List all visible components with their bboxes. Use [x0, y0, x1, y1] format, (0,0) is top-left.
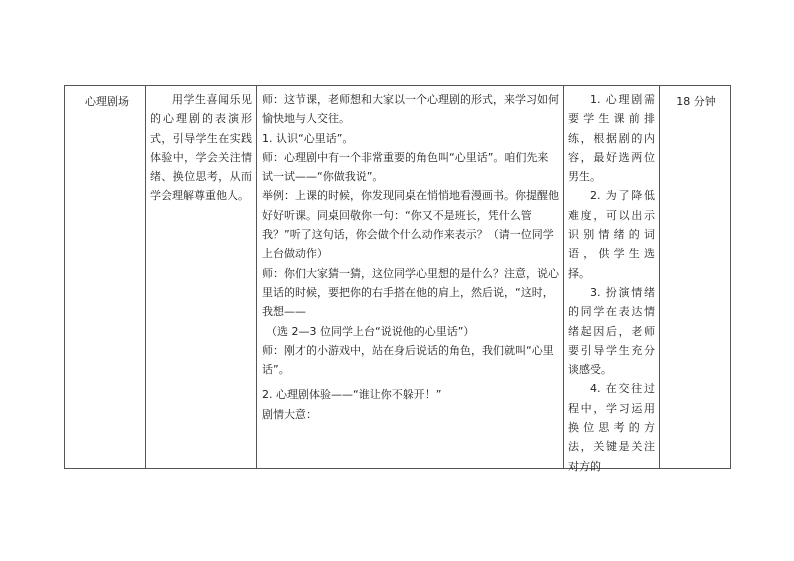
lesson-plan-table: [64, 85, 731, 473]
process-line: 师：心理剧中有一个非常重要的角色叫“心里话”。咱们先来试一试——“你做我说”。: [262, 150, 549, 184]
process-line: 师：你们大家猜一猜，这位同学心里想的是什么？注意，说心里话的时候，要把你的右手搭在他的肩上，然后说，“这时，我想——: [262, 266, 559, 319]
design-intent-cell: [146, 86, 257, 469]
duration-cell: [660, 86, 731, 469]
process-line: 2. 心理剧体验——“谁让你不躲开！”: [262, 388, 442, 402]
process-line: 举例：上课的时候，你发现同桌在悄悄地看漫画书。你提醒他好好听课。同桌回敬你一句：“你又不是班长，凭什么管我？”听了这句话，你会做个什么动作来表示？（请一位同学上台做动作）: [262, 189, 559, 261]
design-intent-text: 用学生喜闻乐见的心理剧的表演形式，引导学生在实践体验中，学会关注情绪、换位思考，从而学会理解尊重他人。: [150, 93, 252, 203]
duration-text: 18 分钟: [676, 95, 716, 108]
notes-cell: [564, 86, 660, 473]
process-line: （选 2—3 位同学上台“说说他的心里话”）: [266, 324, 475, 338]
activity-cell: [65, 86, 146, 469]
process-line: 1. 认识“心里话”。: [262, 131, 354, 145]
teaching-process-cell: [257, 86, 564, 469]
note-item: 4. 在交往过程中，学习运用换位思考的方法，关键是关注对方的: [568, 382, 655, 473]
process-line: 师：这节课，老师想和大家以一个心理剧的形式，来学习如何愉快地与人交往。: [262, 93, 559, 126]
activity-name: 心理剧场: [85, 95, 129, 108]
process-line: 师：刚才的小游戏中，站在身后说话的角色，我们就叫“心里话”。: [262, 343, 554, 377]
table-row: [65, 86, 731, 469]
note-item: 2. 为了降低难度，可以出示识别情绪的词语，供学生选择。: [568, 189, 655, 280]
process-line: 剧情大意：: [262, 407, 317, 421]
note-item: 3. 扮演情绪的同学在表达情绪起因后，老师要引导学生充分谈感受。: [568, 285, 655, 377]
note-item: 1. 心理剧需要学生课前排练，根据剧的内容，最好选两位男生。: [568, 93, 655, 184]
